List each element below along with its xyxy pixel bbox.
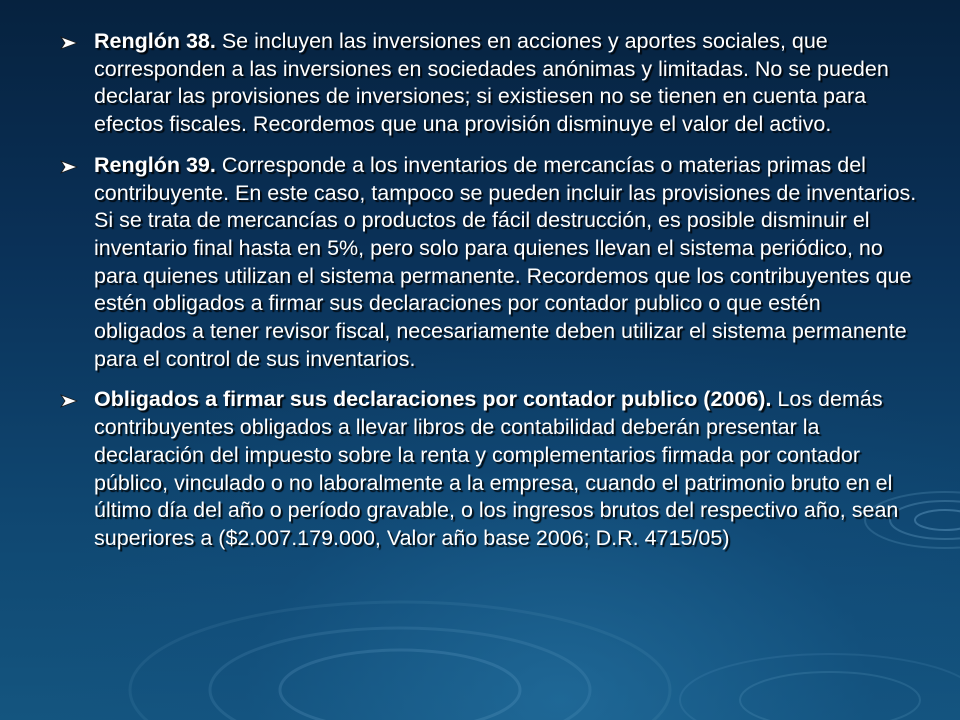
bullet-body: Se incluyen las inversiones en acciones y aportes sociales, que corresponden a las inversiones en sociedades anónimas y limitadas. No se pueden declarar las provisiones de inversiones; si existiesen no se tienen en cuenta para efectos fiscales. Recordemos que una provisión disminuye el valor del activo.	[94, 29, 889, 137]
bullet-heading: Obligados a firmar sus declaraciones por contador publico (2006).	[94, 387, 772, 412]
bullet-text	[94, 386, 918, 552]
bullet-text	[94, 152, 918, 374]
bullet-heading: Renglón 39.	[94, 152, 216, 177]
bullet-body: Corresponde a los inventarios de mercancías o materias primas del contribuyente. En este caso, tampoco se pueden incluir las provisiones de inventarios. Si se trata de mercancías o productos de fácil destrucción, es posible disminuir el inventario final hasta en 5%, pero solo para quienes llevan el sistema periódico, no para quienes utilizan el sistema permanente. Recordemos que los contribuyentes que estén obligados a firmar sus declaraciones por contador publico o que estén obligados a tener revisor fiscal, necesariamente deben utilizar el sistema permanente para el control de sus inventarios.	[94, 152, 917, 371]
arrowhead-bullet-icon	[60, 394, 78, 408]
bullet-heading: Renglón 38.	[94, 29, 216, 53]
arrowhead-bullet-icon	[60, 36, 78, 50]
bullet-body: Los demás contribuyentes obligados a llevar libros de contabilidad deberán presentar la declaración del impuesto sobre la renta y complementarios firmada por contador público, vinculado o no laboralmente a la empresa, cuando el patrimonio bruto en el último día del año o período gravable, o los ingresos brutos del respectivo año, sean superiores a ($2.007.179.000, Valor año base 2006; D.R. 4715/05)	[94, 387, 899, 550]
bullet-list	[58, 28, 918, 566]
arrowhead-bullet-icon	[60, 160, 78, 174]
bullet-obligados-contador	[58, 386, 918, 552]
bullet-renglon-38	[58, 28, 918, 139]
bullet-text	[94, 28, 918, 139]
bullet-renglon-39	[58, 152, 918, 374]
